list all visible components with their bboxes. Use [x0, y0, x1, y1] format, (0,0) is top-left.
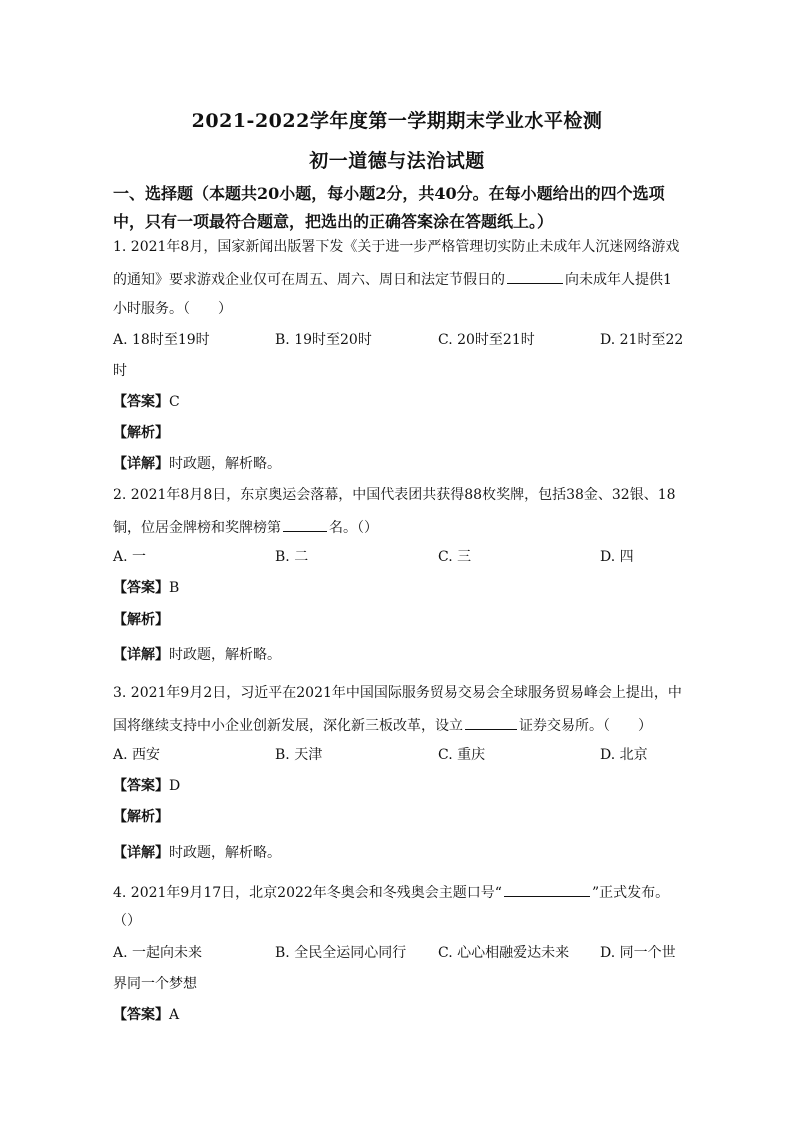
question-2-detail: [113, 645, 685, 665]
detail-label: 【详解】: [113, 647, 169, 663]
question-2-blank: [283, 516, 327, 532]
question-3-option-b: B. 天津: [275, 747, 323, 763]
page-subtitle: 初一道德与法治试题: [309, 150, 485, 172]
detail-label: 【详解】: [113, 845, 169, 861]
question-2-option-b: B. 二: [275, 549, 309, 565]
question-3-answer-value: D: [169, 778, 181, 794]
question-2-option-c: C. 三: [438, 549, 472, 565]
detail-label: 【详解】: [113, 456, 169, 472]
question-1-option-d-wrap: 时: [113, 363, 127, 379]
answer-label: 【答案】: [113, 580, 169, 596]
question-4-stem-line-1: [113, 881, 685, 903]
question-1-detail-text: 时政题，解析略。: [169, 456, 281, 472]
question-3-detail-text: 时政题，解析略。: [169, 845, 281, 861]
question-4-answer: [113, 1005, 685, 1025]
question-2-answer: [113, 578, 685, 598]
question-4-stem-line-2: （）: [113, 913, 141, 929]
question-4-option-a: A. 一起向未来: [113, 945, 203, 961]
question-1-blank: [507, 268, 563, 284]
question-2-option-a: A. 一: [113, 549, 147, 565]
question-2-analysis-label: 【解析】: [113, 612, 169, 628]
question-3-detail: [113, 843, 685, 863]
question-4-option-c: C. 心心相融爱达未来: [438, 945, 570, 961]
section-heading-line-1: 一、选择题（本题共20小题，每小题2分，共40分。在每小题给出的四个选项: [113, 184, 665, 203]
question-2-option-d: D. 四: [600, 549, 634, 565]
question-3-option-d: D. 北京: [600, 747, 648, 763]
question-3-stem-line-1: 3. 2021年9月2日，习近平在2021年中国国际服务贸易交易会全球服务贸易峰会上提出，中: [113, 685, 682, 701]
question-2-answer-value: B: [169, 580, 180, 596]
question-1-detail: [113, 454, 685, 474]
question-1-option-a: A. 18时至19时: [113, 332, 210, 348]
answer-label: 【答案】: [113, 394, 169, 410]
question-3-answer: [113, 776, 685, 796]
question-1-stem-part-a: 的通知》要求游戏企业仅可在周五、周六、周日和法定节假日的: [113, 272, 505, 288]
question-4-option-d-wrap: 界同一个梦想: [113, 976, 197, 992]
question-1-option-c: C. 20时至21时: [438, 332, 535, 348]
question-3-stem-part-b: 证券交易所。（ ）: [519, 718, 652, 734]
question-2-stem-line-2: [113, 516, 685, 538]
question-1-option-d: D. 21时至22: [600, 332, 684, 348]
question-1-stem-line-2: [113, 268, 685, 290]
question-3-blank: [465, 714, 517, 730]
question-3-option-a: A. 西安: [113, 747, 161, 763]
question-1-answer: [113, 392, 685, 412]
question-1-stem-line-3: 小时服务。（ ）: [113, 301, 232, 317]
question-2-stem-line-1: 2. 2021年8月8日，东京奥运会落幕，中国代表团共获得88枚奖牌，包括38金、32银、18: [113, 487, 676, 503]
question-3-stem-line-2: [113, 714, 685, 736]
question-1-answer-value: C: [169, 394, 180, 410]
question-4-stem-part-b: ”正式发布。: [591, 885, 670, 901]
question-4-option-b: B. 全民全运同心同行: [275, 945, 407, 961]
question-3-option-c: C. 重庆: [438, 747, 486, 763]
question-4-answer-value: A: [169, 1007, 180, 1023]
section-heading-line-2: 中，只有一项最符合题意，把选出的正确答案涂在答题纸上。）: [113, 212, 554, 231]
question-2-stem-part-b: 名。（）: [329, 520, 378, 536]
question-3-analysis-label: 【解析】: [113, 809, 169, 825]
question-2-detail-text: 时政题，解析略。: [169, 647, 281, 663]
answer-label: 【答案】: [113, 1007, 169, 1023]
question-1-stem-part-b: 向未成年人提供1: [565, 272, 672, 288]
section-heading: [113, 180, 688, 236]
question-1-option-b: B. 19时至20时: [275, 332, 372, 348]
page-title: 2021-2022学年度第一学期期末学业水平检测: [191, 110, 603, 132]
answer-label: 【答案】: [113, 778, 169, 794]
question-2-stem-part-a: 铜，位居金牌榜和奖牌榜第: [113, 520, 281, 536]
question-3-stem-part-a: 国将继续支持中小企业创新发展，深化新三板改革，设立: [113, 718, 463, 734]
question-4-stem-part-a: 4. 2021年9月17日，北京2022年冬奥会和冬残奥会主题口号“: [113, 885, 502, 901]
question-4-blank: [504, 881, 590, 897]
question-1-stem-line-1: 1. 2021年8月，国家新闻出版署下发《关于进一步严格管理切实防止未成年人沉迷网络游戏: [113, 239, 680, 255]
question-1-analysis-label: 【解析】: [113, 425, 169, 441]
question-4-option-d: D. 同一个世: [600, 945, 676, 961]
